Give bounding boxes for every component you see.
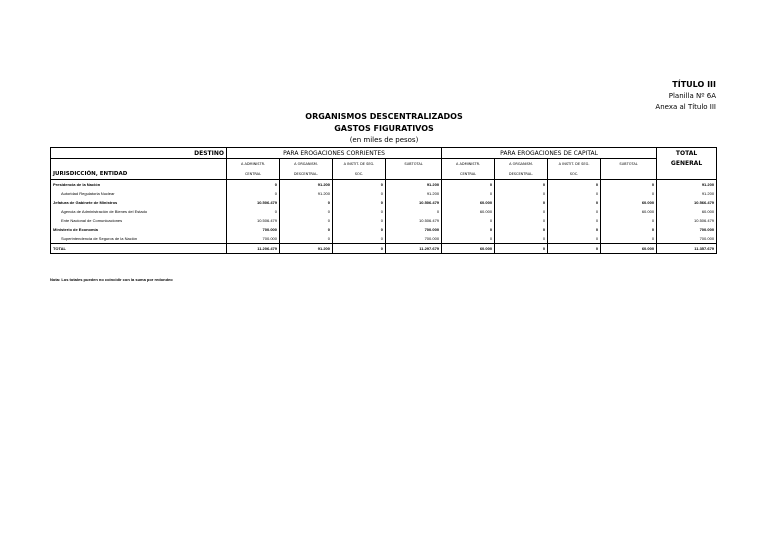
- cell-value: 91.200: [280, 180, 333, 190]
- sub-header: A ORGANISM.: [280, 159, 333, 170]
- cell-value: 11.357.679: [657, 244, 717, 254]
- cell-value: 0: [495, 234, 548, 244]
- destino-header: DESTINO: [51, 148, 227, 159]
- sub-header: SOC.: [548, 169, 601, 180]
- units-label: (en miles de pesos): [349, 136, 419, 144]
- cell-value: 0: [601, 189, 657, 198]
- cell-value: 60.000: [601, 244, 657, 254]
- cell-value: 0: [333, 216, 386, 225]
- row-label: TOTAL: [51, 244, 227, 254]
- cell-value: 10.506.479: [386, 198, 442, 207]
- cell-value: 0: [280, 198, 333, 207]
- cell-value: 0: [548, 216, 601, 225]
- table-row: [51, 225, 717, 234]
- cell-value: 0: [280, 207, 333, 216]
- sub-header: [386, 169, 442, 180]
- table-row: [51, 180, 717, 190]
- cell-value: 91.200: [280, 244, 333, 254]
- cell-value: 0: [495, 189, 548, 198]
- cell-value: 91.200: [657, 180, 717, 190]
- cell-value: 0: [442, 234, 495, 244]
- cell-value: 0: [495, 207, 548, 216]
- cell-value: 0: [495, 244, 548, 254]
- cell-value: 0: [386, 207, 442, 216]
- cell-value: 0: [601, 225, 657, 234]
- cell-value: 700.000: [227, 225, 280, 234]
- cell-value: 60.000: [442, 198, 495, 207]
- cell-value: 0: [495, 180, 548, 190]
- cell-value: 0: [442, 189, 495, 198]
- sub-header: A ORGANISM.: [495, 159, 548, 170]
- cell-value: 0: [227, 189, 280, 198]
- cell-value: 0: [548, 198, 601, 207]
- cell-value: 0: [548, 207, 601, 216]
- cell-value: 0: [601, 216, 657, 225]
- sub-header: SUBTOTAL: [386, 159, 442, 170]
- sub-header: DESCENTRAL.: [495, 169, 548, 180]
- cell-value: 0: [280, 216, 333, 225]
- row-label: Ministerio de Economía: [51, 225, 227, 234]
- cell-value: 700.000: [227, 234, 280, 244]
- anexo-label: Anexa al Título III: [655, 103, 716, 111]
- cell-value: 0: [601, 180, 657, 190]
- cell-value: 0: [601, 234, 657, 244]
- cell-value: 0: [333, 198, 386, 207]
- sub-header: [601, 169, 657, 180]
- cell-value: 60.000: [442, 207, 495, 216]
- table-row: [51, 207, 717, 216]
- cell-value: 0: [548, 244, 601, 254]
- cell-value: 0: [227, 207, 280, 216]
- sub-header: A ADMINISTR.: [442, 159, 495, 170]
- cell-value: 91.200: [386, 180, 442, 190]
- group-capital-header: PARA EROGACIONES DE CAPITAL: [442, 148, 657, 159]
- cell-value: 0: [333, 207, 386, 216]
- planilla-label: Planilla Nº 6A: [668, 92, 716, 100]
- cell-value: 0: [333, 225, 386, 234]
- cell-value: 10.566.479: [657, 198, 717, 207]
- row-label: Presidencia de la Nación: [51, 180, 227, 190]
- cell-value: 0: [333, 180, 386, 190]
- cell-value: 10.506.479: [386, 216, 442, 225]
- table-row: [51, 216, 717, 225]
- jurisdiccion-header: JURISDICCIÓN, ENTIDAD: [51, 169, 227, 180]
- cell-value: 0: [333, 244, 386, 254]
- cell-value: 60.000: [601, 198, 657, 207]
- cell-value: 0: [442, 216, 495, 225]
- sub-header: CENTRAL: [442, 169, 495, 180]
- cell-value: 0: [227, 180, 280, 190]
- row-label: Autoridad Regulatoria Nuclear: [51, 189, 227, 198]
- row-label: Ente Nacional de Comunicaciones: [51, 216, 227, 225]
- cell-value: 10.506.479: [227, 198, 280, 207]
- footnote: Nota: Los totales pueden no coincidir con la suma por redondeo: [50, 277, 173, 282]
- cell-value: 0: [280, 225, 333, 234]
- cell-value: 0: [442, 180, 495, 190]
- cell-value: 0: [495, 198, 548, 207]
- cell-value: 60.000: [601, 207, 657, 216]
- group-corrientes-header: PARA EROGACIONES CORRIENTES: [227, 148, 442, 159]
- table-row: [51, 198, 717, 207]
- row-label: Agencia de Administración de Bienes del Estado: [51, 207, 227, 216]
- table-row: [51, 244, 717, 254]
- total-header: TOTAL: [657, 148, 717, 159]
- cell-value: 60.000: [657, 207, 717, 216]
- row-label: Jefatura de Gabinete de Ministros: [51, 198, 227, 207]
- total-general-header: GENERAL: [657, 159, 717, 170]
- cell-value: 0: [548, 234, 601, 244]
- cell-value: 11.297.679: [386, 244, 442, 254]
- gastos-table: [50, 147, 717, 254]
- cell-value: 0: [548, 180, 601, 190]
- cell-value: 60.000: [442, 244, 495, 254]
- cell-value: 0: [548, 189, 601, 198]
- cell-value: 10.506.479: [657, 216, 717, 225]
- cell-value: 0: [495, 216, 548, 225]
- titulo-heading: TÍTULO III: [672, 80, 716, 89]
- cell-value: 0: [280, 234, 333, 244]
- sub-header: A ADMINISTR.: [227, 159, 280, 170]
- cell-value: 11.206.479: [227, 244, 280, 254]
- row-label: Superintendencia de Seguros de la Nación: [51, 234, 227, 244]
- table-row: [51, 189, 717, 198]
- cell-value: 700.000: [657, 234, 717, 244]
- cell-value: 700.000: [657, 225, 717, 234]
- cell-value: 0: [333, 189, 386, 198]
- cell-value: 91.200: [280, 189, 333, 198]
- cell-value: 10.506.479: [227, 216, 280, 225]
- page-subtitle: GASTOS FIGURATIVOS: [334, 124, 434, 133]
- sub-header: CENTRAL: [227, 169, 280, 180]
- cell-value: 0: [442, 225, 495, 234]
- cell-value: 0: [548, 225, 601, 234]
- sub-header: DESCENTRAL.: [280, 169, 333, 180]
- sub-header: A INSTIT. DE SEG.: [333, 159, 386, 170]
- table-row: [51, 234, 717, 244]
- sub-header: A INSTIT. DE SEG.: [548, 159, 601, 170]
- sub-header: SUBTOTAL: [601, 159, 657, 170]
- cell-value: 700.000: [386, 234, 442, 244]
- page-title: ORGANISMOS DESCENTRALIZADOS: [305, 112, 463, 121]
- cell-value: 700.000: [386, 225, 442, 234]
- cell-value: 91.200: [386, 189, 442, 198]
- cell-value: 0: [495, 225, 548, 234]
- sub-header: SOC.: [333, 169, 386, 180]
- cell-value: 0: [333, 234, 386, 244]
- cell-value: 91.200: [657, 189, 717, 198]
